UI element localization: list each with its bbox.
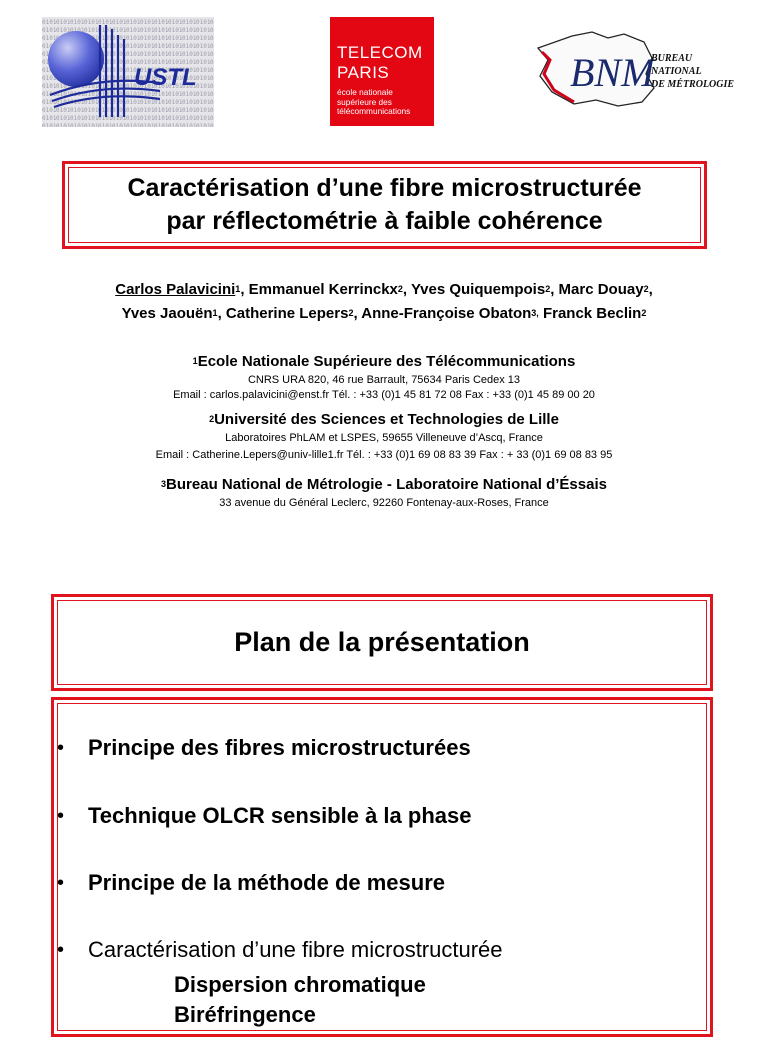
author-quiquempois: , Yves Quiquempois bbox=[402, 281, 546, 298]
authors-line2 bbox=[0, 305, 768, 323]
author-sup: 2 bbox=[397, 284, 403, 294]
author-sup: 2 bbox=[643, 284, 649, 294]
affiliation-num: 2 bbox=[209, 414, 215, 424]
telecom-paris-logo bbox=[330, 17, 434, 126]
authors-line1 bbox=[0, 281, 768, 299]
affiliation-1-contact: Email : carlos.palavicini@enst.fr Tél. : +33 (0)1 45 81 72 08 Fax : +33 (0)1 45 89 00 20 bbox=[173, 389, 595, 401]
affiliation-3-address: 33 avenue du Général Leclerc, 92260 Fontenay-aux-Roses, France bbox=[219, 497, 549, 509]
author-sup: 3, bbox=[531, 308, 539, 318]
author-sup: 2 bbox=[545, 284, 551, 294]
ustl-wordmark: USTL bbox=[134, 64, 197, 91]
author-beclin: Franck Beclin bbox=[538, 305, 642, 322]
telecom-logo-line5: télécommunications bbox=[337, 106, 411, 117]
title-line1: Caractérisation d’une fibre microstructurée bbox=[127, 174, 642, 202]
title-box bbox=[62, 161, 707, 249]
telecom-logo-line1: TELECOM bbox=[337, 43, 423, 62]
affiliation-name: Bureau National de Métrologie - Laboratoire National d’Éssais bbox=[166, 476, 607, 493]
bullet-2: • bbox=[57, 805, 65, 827]
bnm-logo bbox=[534, 30, 748, 110]
bnm-line3: DE MÉTROLOGIE bbox=[651, 79, 735, 90]
telecom-logo-line2: PARIS bbox=[337, 63, 390, 82]
plan-item-2: Technique OLCR sensible à la phase bbox=[88, 803, 472, 828]
bnm-words bbox=[651, 52, 734, 91]
affiliation-1-name bbox=[0, 353, 768, 371]
telecom-logo-line4: supérieure des bbox=[337, 96, 392, 107]
affiliation-2-contact: Email : Catherine.Lepers@univ-lille1.fr Tél. : +33 (0)1 69 08 83 39 Fax : + 33 (0)1 69 08 83 95 bbox=[155, 449, 613, 461]
title-line2: par réflectométrie à faible cohérence bbox=[166, 207, 603, 235]
plan-item-1: Principe des fibres microstructurées bbox=[88, 735, 471, 760]
ustl-logo bbox=[42, 17, 214, 127]
author-jaouen: Yves Jaouën bbox=[121, 305, 213, 322]
bullet-3: • bbox=[57, 872, 65, 894]
plan-subitem-1: Dispersion chromatique bbox=[174, 972, 426, 997]
bnm-line2: NATIONAL bbox=[651, 66, 702, 77]
bnm-line1: BUREAU bbox=[651, 53, 693, 64]
affiliation-num: 3 bbox=[161, 479, 167, 489]
plan-item-3: Principe de la méthode de mesure bbox=[88, 870, 446, 895]
telecom-logo-line3: école nationale bbox=[337, 87, 393, 97]
affiliation-3-name bbox=[0, 476, 768, 494]
bullet-1: • bbox=[57, 737, 65, 759]
author-douay: , Marc Douay bbox=[550, 281, 644, 298]
affiliation-1-address: CNRS URA 820, 46 rue Barrault, 75634 Paris Cedex 13 bbox=[247, 374, 521, 386]
plan-title-box bbox=[51, 594, 713, 691]
affiliation-2-address: Laboratoires PhLAM et LSPES, 59655 Villeneuve d’Ascq, France bbox=[225, 432, 543, 444]
affiliation-name: Ecole Nationale Supérieure des Télécommunications bbox=[197, 353, 576, 370]
affiliation-num: 1 bbox=[192, 356, 198, 366]
author-lepers: , Catherine Lepers bbox=[217, 305, 349, 322]
affiliation-name: Université des Sciences et Technologies de Lille bbox=[214, 411, 559, 428]
affiliation-2-name bbox=[0, 411, 768, 429]
author-obaton: , Anne-Françoise Obaton bbox=[353, 305, 532, 322]
author-sup: 2 bbox=[641, 308, 647, 318]
author-sup: 1 bbox=[235, 284, 241, 294]
author-sup: 2 bbox=[348, 308, 354, 318]
plan-subitem-2: Biréfringence bbox=[174, 1002, 316, 1027]
telecom-logo-subtitle bbox=[337, 88, 433, 117]
plan-title: Plan de la présentation bbox=[234, 627, 530, 657]
bnm-mark: BNM bbox=[570, 50, 655, 95]
bullet-4: • bbox=[57, 939, 65, 961]
author-comma: , bbox=[648, 281, 653, 298]
author-kerrinckx: , Emmanuel Kerrinckx bbox=[240, 281, 398, 298]
author-palavicini: Carlos Palavicini bbox=[115, 281, 236, 298]
plan-item-4: Caractérisation d’une fibre microstructurée bbox=[88, 937, 503, 962]
author-sup: 1 bbox=[212, 308, 218, 318]
